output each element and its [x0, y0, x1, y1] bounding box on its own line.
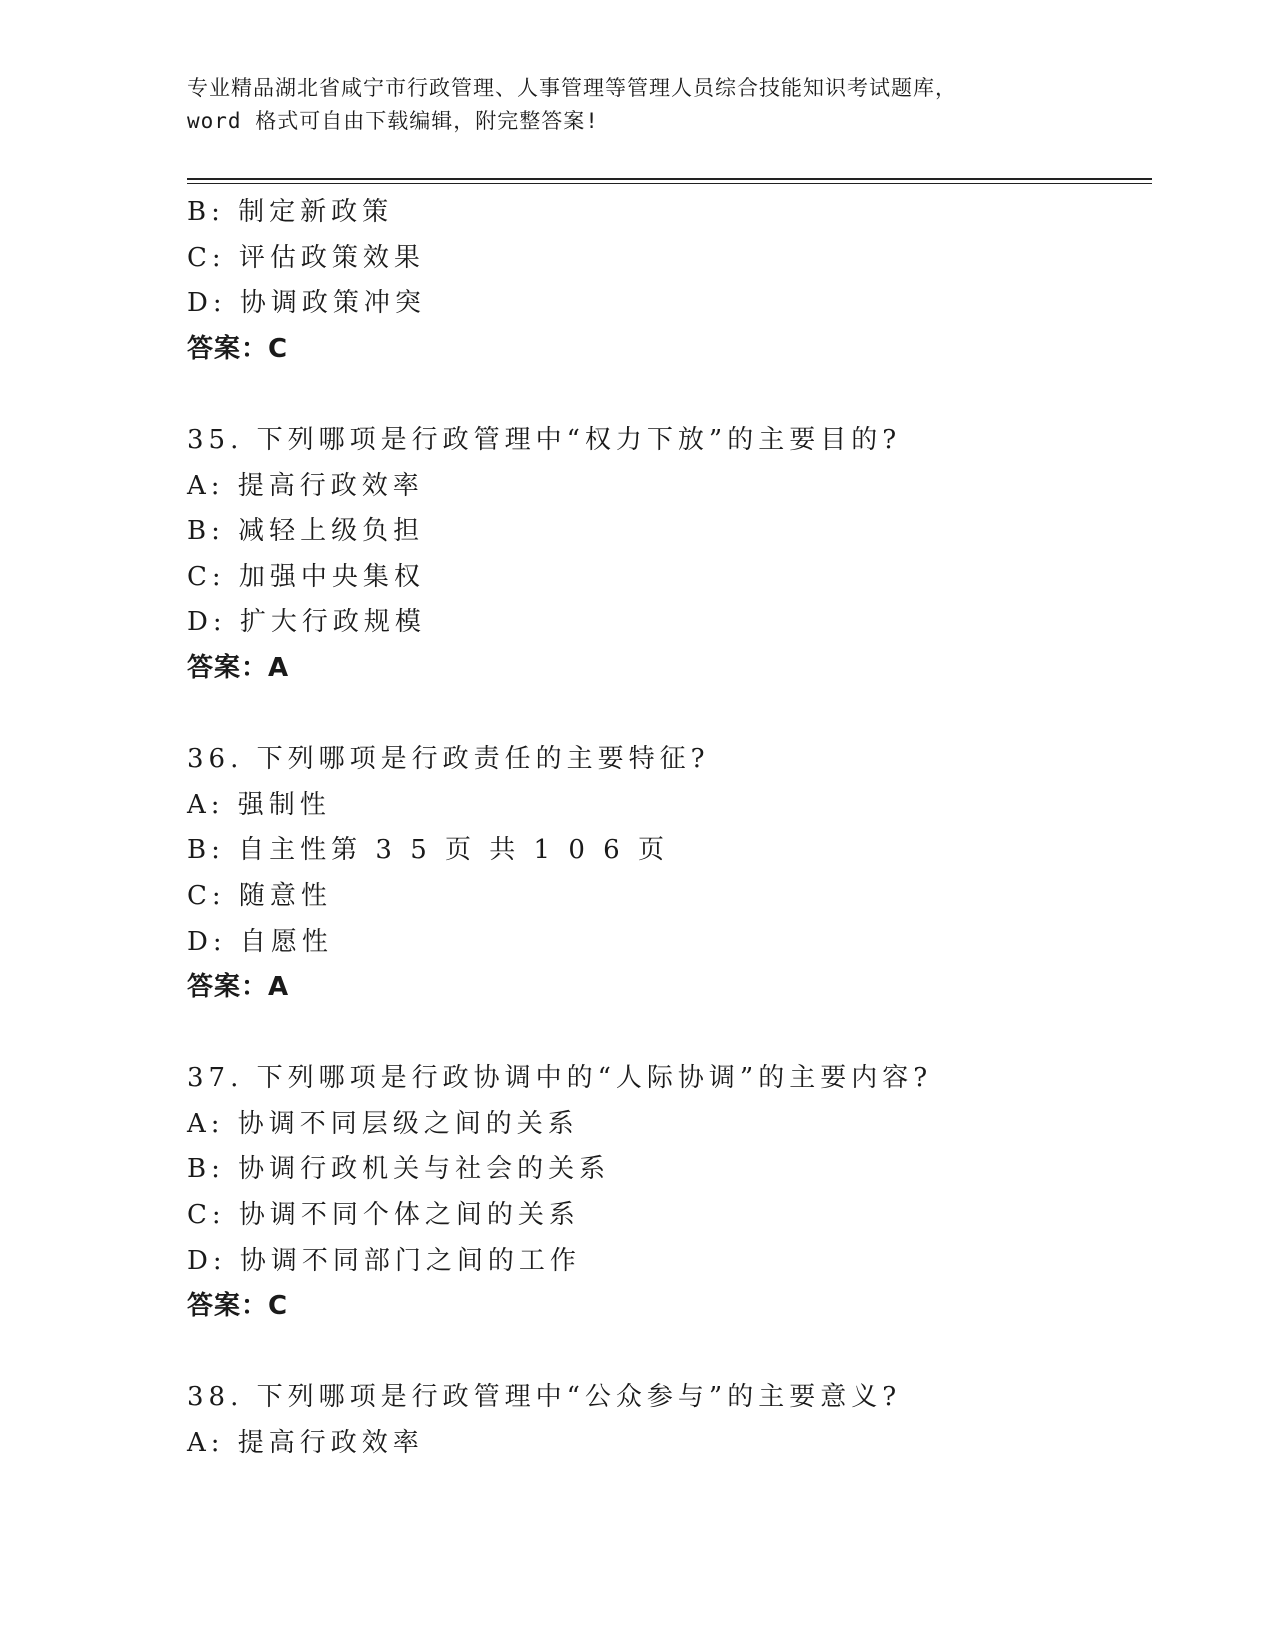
question-text: 35. 下列哪项是行政管理中“权力下放”的主要目的?: [187, 424, 902, 455]
option-a: A: 协调不同层级之间的关系: [187, 1108, 579, 1139]
option-a: A: 提高行政效率: [187, 1428, 424, 1459]
option-a: A: 强制性: [187, 789, 331, 820]
header-divider-thick: [187, 178, 1152, 180]
question-block: [187, 1375, 1152, 1466]
option-b: B: 协调行政机关与社会的关系: [187, 1154, 611, 1185]
option-a: A: 提高行政效率: [187, 470, 424, 501]
option-d: D: 自愿性: [187, 926, 333, 957]
header-title-line-2: word 格式可自由下载编辑，附完整答案!: [187, 109, 599, 133]
question-text: 36. 下列哪项是行政责任的主要特征?: [187, 744, 710, 775]
option-c: C: 加强中央集权: [187, 561, 425, 592]
option-c: C: 随意性: [187, 880, 332, 911]
option-b: B: 自主性第 3 5 页 共 1 0 6 页: [187, 835, 669, 866]
answer-line: 答案：A: [187, 652, 290, 683]
header-divider-thin: [187, 183, 1152, 184]
spacer: [187, 1011, 1152, 1057]
option-d: D: 协调政策冲突: [187, 288, 426, 319]
option-c: C: 评估政策效果: [187, 242, 425, 273]
document-header: [187, 72, 1087, 138]
question-block: [187, 737, 1152, 1011]
option-c: C: 协调不同个体之间的关系: [187, 1200, 580, 1231]
question-block: [187, 418, 1152, 692]
option-d: D: 扩大行政规模: [187, 607, 426, 638]
option-b: B: 减轻上级负担: [187, 516, 425, 547]
question-text: 37. 下列哪项是行政协调中的“人际协调”的主要内容?: [187, 1063, 933, 1094]
question-list: [187, 190, 1152, 1467]
option-b: B: 制定新政策: [187, 197, 394, 227]
option-d: D: 协调不同部门之间的工作: [187, 1245, 581, 1276]
question-text: 38. 下列哪项是行政管理中“公众参与”的主要意义?: [187, 1382, 902, 1413]
spacer: [187, 1330, 1152, 1376]
spacer: [187, 692, 1152, 738]
header-title-line-1: 专业精品湖北省咸宁市行政管理、人事管理等管理人员综合技能知识考试题库，: [187, 76, 957, 100]
question-block: [187, 190, 1152, 372]
answer-line: 答案：C: [187, 333, 289, 364]
answer-line: 答案：C: [187, 1291, 289, 1322]
answer-line: 答案：A: [187, 972, 290, 1003]
question-block: [187, 1056, 1152, 1330]
spacer: [187, 372, 1152, 418]
